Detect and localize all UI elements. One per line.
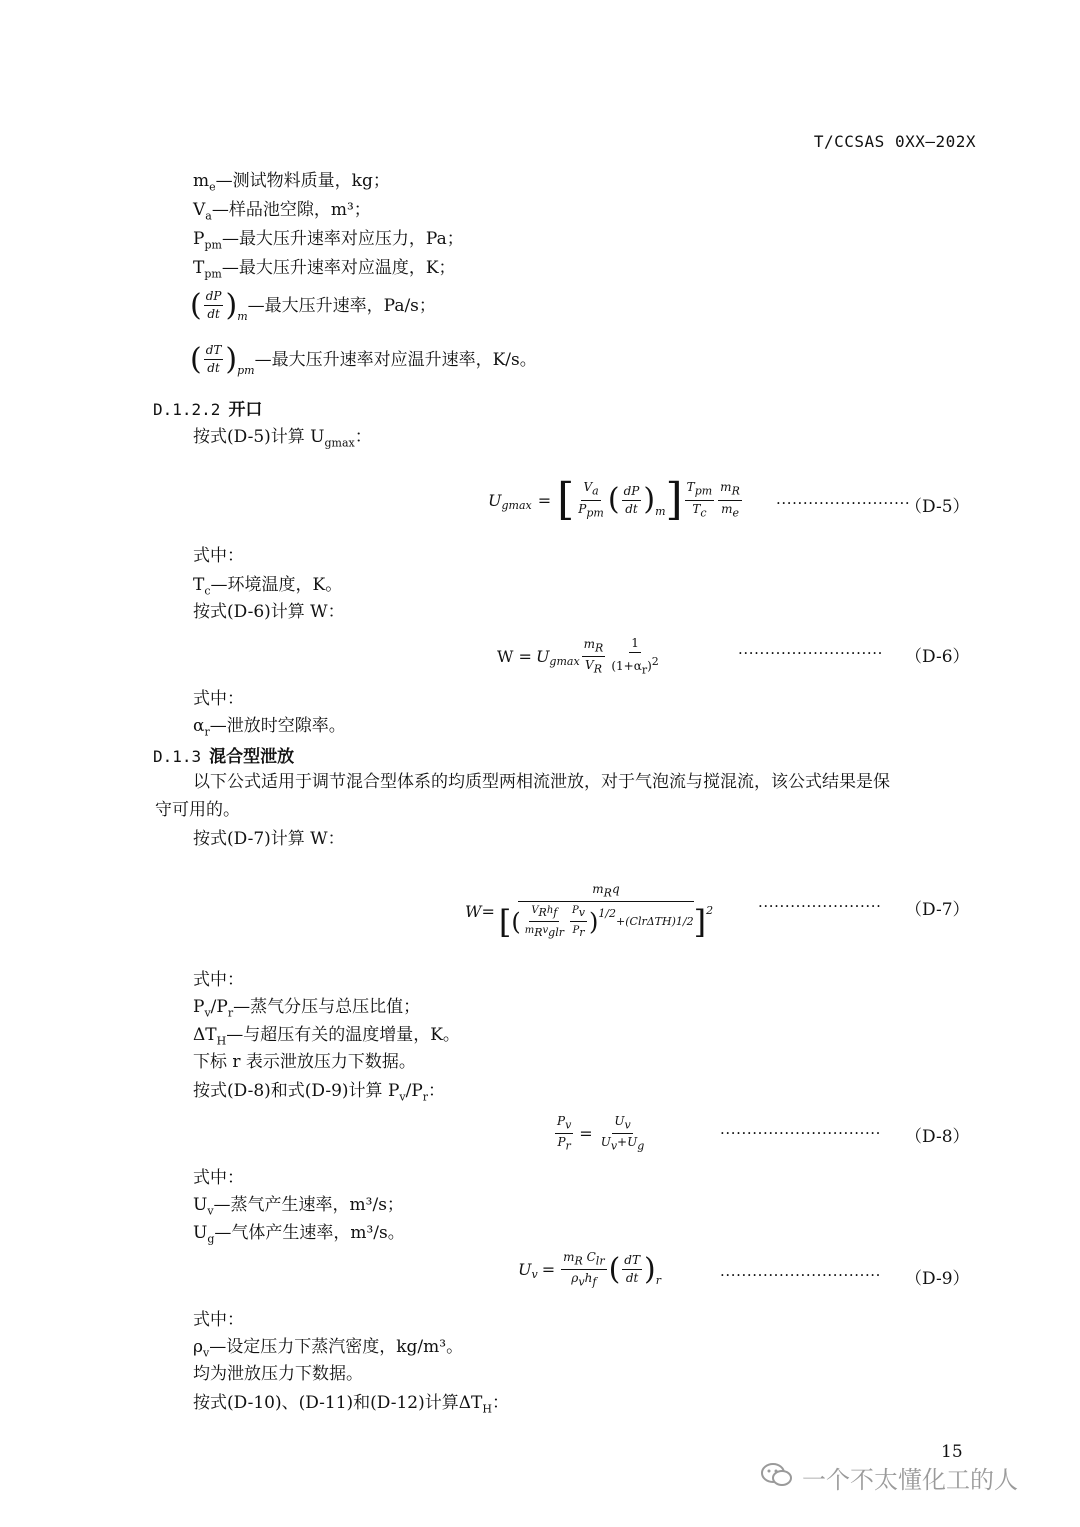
equation-d7: W = $m_Rq$ [ ( $\frac{V_Rh_f}{m_Rv_{glr}}$ $\frac{P_v}{P_r}$ ) 1/2 + (C lr ΔT H ) 1/2 ] 2	[465, 882, 714, 941]
calc-d7-intro: 按式(D-7)计算 W：	[193, 829, 345, 849]
shizhong-label: 式中：	[193, 1168, 244, 1188]
def-me: $m_e—$测试物料质量，kg；	[193, 171, 390, 194]
def-uv: $U_v—$蒸气产生速率，m³/s；	[193, 1195, 404, 1218]
equation-d7-number: （D-7）	[905, 900, 970, 920]
def-dtdt: ( $\frac{dT}{dt}$ ) $_{pm}$ —最大压升速率对应温升速率，K/s。	[190, 341, 537, 377]
paragraph-line-2: 守可用的。	[155, 800, 240, 820]
shizhong-label: 式中：	[193, 1310, 244, 1330]
equation-d9-number: （D-9）	[905, 1269, 970, 1289]
shizhong-label: 式中：	[193, 546, 244, 566]
document-code: T/CCSAS 0XX—202X	[813, 132, 976, 151]
calc-d6-intro: 按式(D-6)计算 W：	[193, 602, 345, 622]
note-subscript-r: 下标 r 表示泄放压力下数据。	[193, 1052, 416, 1072]
def-dpdt: ( $\frac{dP}{dt}$ ) $_m$ —最大压升速率，Pa/s；	[190, 287, 436, 323]
wechat-icon	[760, 1461, 794, 1495]
section-heading-d13: D.1.3 混合型泄放	[153, 747, 295, 767]
def-ug: $U_g—$气体产生速率，m³/s。	[193, 1223, 405, 1246]
equation-d8-number: （D-8）	[905, 1127, 970, 1147]
equation-d6-number: （D-6）	[905, 647, 970, 667]
watermark: 一个不太懂化工的人	[760, 1460, 1018, 1495]
equation-d9-leader: ······························	[720, 1266, 882, 1284]
equation-d6-leader: ···························	[738, 644, 883, 662]
shizhong-label: 式中：	[193, 970, 244, 990]
def-rho: $\rho_v—$设定压力下蒸汽密度，kg/m³。	[193, 1337, 464, 1360]
def-ar: $\alpha_r—$泄放时空隙率。	[193, 716, 346, 739]
paragraph-line-1: 以下公式适用于调节混合型体系的均质型两相流泄放，对于气泡流与搅混流，该公式结果是保	[193, 772, 890, 792]
equation-d6: W = U $_{gmax}$ $\frac{m_R}{V_R}$ $\frac{1}{(1+\alpha_r)^2}$	[497, 636, 659, 677]
equation-d9: U $_v$ = $\frac{m_R C_{lr}}{\rho_vh_f}$ ( $\frac{dT}{dt}$ ) $_r$	[518, 1250, 661, 1289]
equation-d7-leader: ·······················	[758, 897, 882, 915]
def-ppm: $P_{pm}—$最大压升速率对应压力，Pa；	[193, 229, 464, 252]
def-pvpr: $P_v/P_r—$蒸气分压与总压比值；	[193, 997, 421, 1020]
def-tpm: $T_{pm}—$最大压升速率对应温度，K；	[193, 258, 456, 281]
equation-d8-leader: ······························	[720, 1124, 882, 1142]
def-dth: $\Delta T_H—$与超压有关的温度增量，K。	[193, 1025, 460, 1048]
calc-d8-intro: 按式(D-8)和式(D-9)计算 $P_v/P_r$：	[193, 1081, 446, 1104]
note-relief-pressure: 均为泄放压力下数据。	[193, 1364, 363, 1384]
def-va: $V_a—$样品池空隙，m³；	[193, 200, 371, 223]
shizhong-label: 式中：	[193, 689, 244, 709]
equation-d5: U $_{gmax}$ = [ $\frac{V_a}{P_{pm}}$ ( $\frac{dP}{dt}$ ) $_m$ ] $\frac{T_{pm}}{T_c}$ $\frac{m_R}{m_e}$	[488, 474, 740, 525]
calc-d10-intro: 按式(D-10)、(D-11)和(D-12)计算$\Delta T_H$：	[193, 1393, 509, 1416]
page-number: 15	[941, 1442, 963, 1462]
equation-d5-number: （D-5）	[905, 497, 970, 517]
section-heading-d122: D.1.2.2 开口	[153, 400, 263, 420]
equation-d5-leader: ·························	[776, 494, 911, 512]
calc-d5-intro: 按式(D-5)计算 $U_{gmax}$：	[193, 427, 372, 450]
equation-d8: $\frac{P_v}{P_r}$ = $\frac{U_v}{U_v+U_g}$	[557, 1114, 645, 1153]
def-tc: $T_c—$环境温度，K。	[193, 575, 343, 598]
